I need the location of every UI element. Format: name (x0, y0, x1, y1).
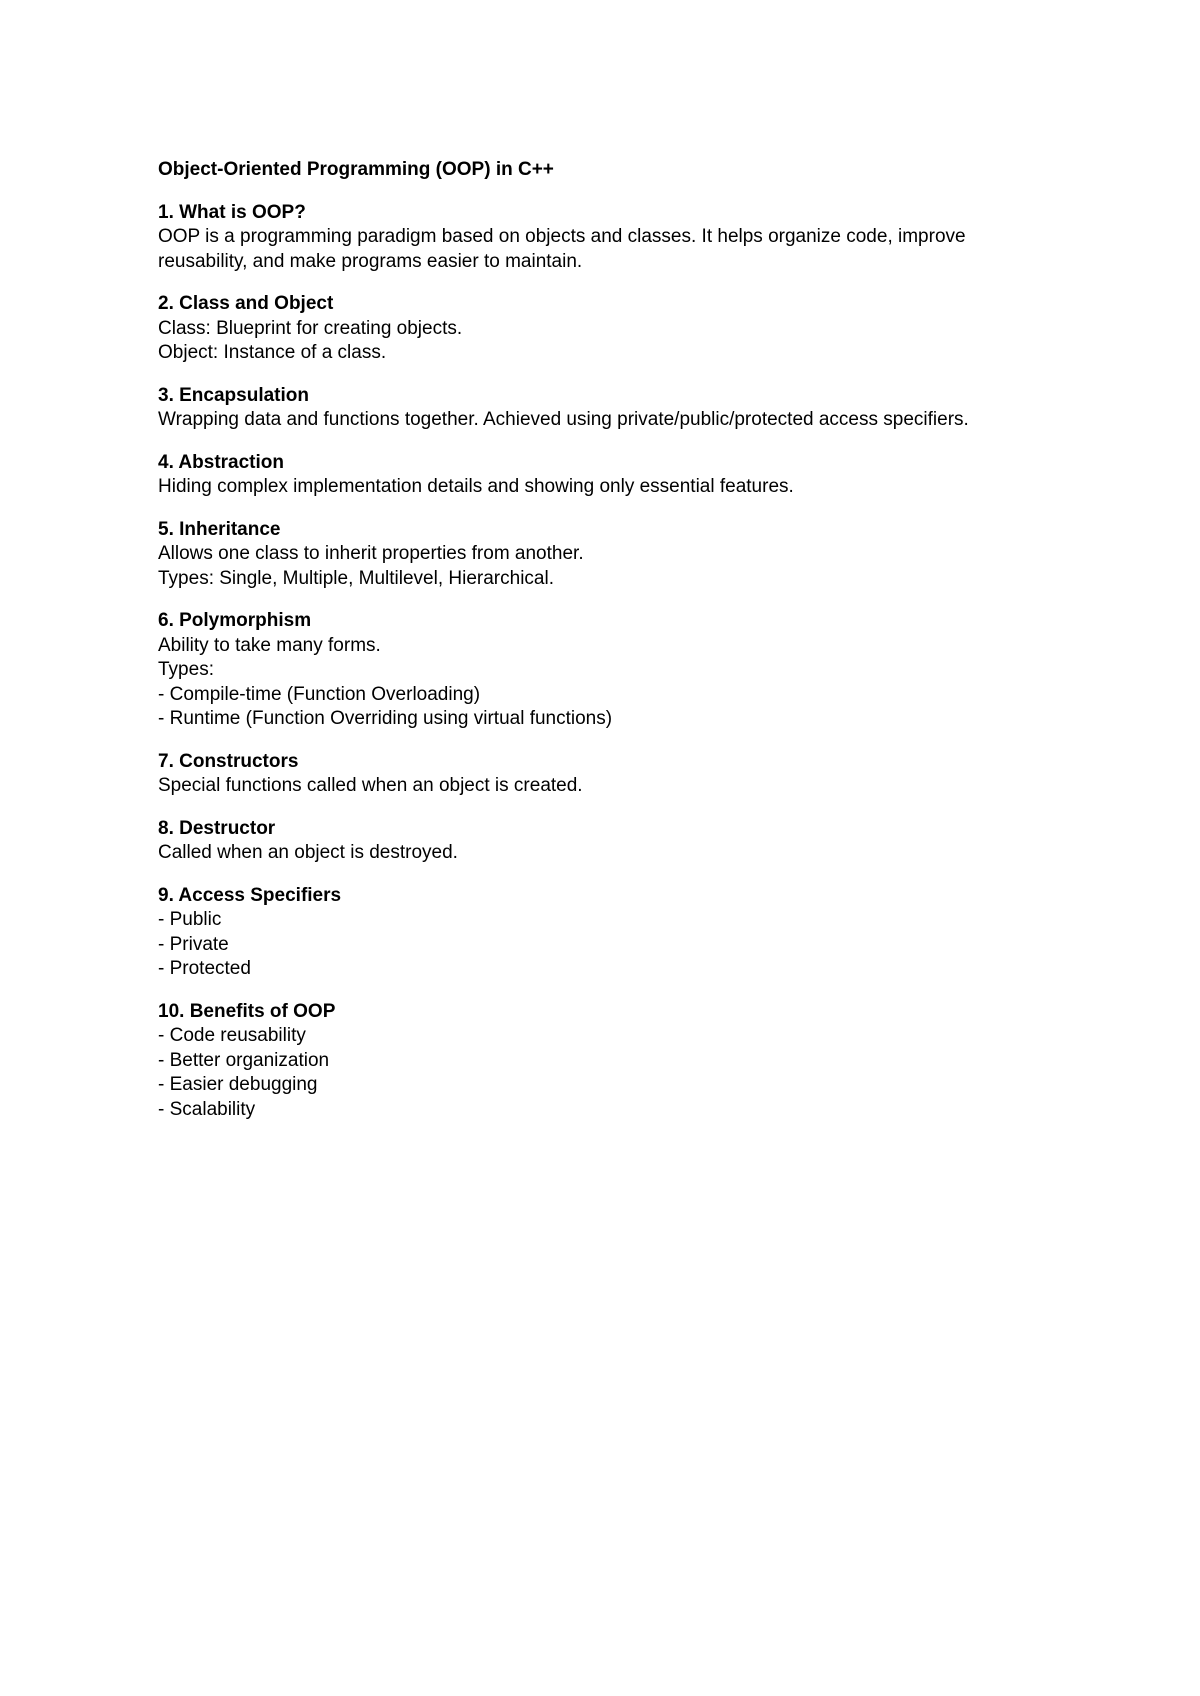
section-line: Types: Single, Multiple, Multilevel, Hierarchical. (158, 567, 554, 589)
section-what-is-oop (158, 201, 1058, 275)
section-line: - Code reusability (158, 1025, 306, 1046)
section-encapsulation (158, 384, 1058, 433)
document-title: Object-Oriented Programming (OOP) in C++ (158, 159, 554, 180)
section-heading: 8. Destructor (158, 817, 276, 839)
section-inheritance (158, 518, 1058, 592)
section-line: Called when an object is destroyed. (158, 842, 458, 863)
section-heading: 1. What is OOP? (158, 201, 306, 223)
section-line: OOP is a programming paradigm based on objects and classes. It helps organize code, improve (158, 226, 966, 247)
section-line: - Private (158, 933, 229, 955)
section-line: - Easier debugging (158, 1074, 318, 1095)
section-line: Special functions called when an object is created. (158, 775, 583, 796)
section-heading: 6. Polymorphism (158, 610, 312, 631)
section-line: - Scalability (158, 1098, 256, 1120)
section-line: - Compile-time (Function Overloading) (158, 683, 481, 705)
section-destructor (158, 817, 1058, 866)
section-constructors (158, 750, 1058, 799)
section-polymorphism (158, 609, 1058, 732)
section-line: Class: Blueprint for creating objects. (158, 317, 463, 339)
section-heading: 9. Access Specifiers (158, 884, 342, 906)
section-line: Wrapping data and functions together. Achieved using private/public/protected access specifiers. (158, 409, 969, 430)
section-line: - Better organization (158, 1049, 330, 1071)
section-heading: 10. Benefits of OOP (158, 1000, 336, 1022)
section-access-specifiers (158, 884, 1058, 982)
section-heading: 4. Abstraction (158, 451, 284, 473)
section-class-and-object (158, 292, 1058, 366)
section-heading: 5. Inheritance (158, 518, 281, 540)
section-benefits-of-oop (158, 1000, 1058, 1123)
section-line: Allows one class to inherit properties from another. (158, 543, 584, 564)
section-line: - Runtime (Function Overriding using virtual functions) (158, 708, 613, 729)
section-heading: 2. Class and Object (158, 293, 334, 314)
section-abstraction (158, 451, 1058, 500)
section-heading: 7. Constructors (158, 750, 299, 772)
section-line: Ability to take many forms. (158, 634, 381, 656)
document-body (158, 158, 1058, 1122)
section-line: reusability, and make programs easier to maintain. (158, 250, 583, 272)
section-heading: 3. Encapsulation (158, 384, 309, 406)
section-line: Hiding complex implementation details and showing only essential features. (158, 476, 794, 497)
section-line: - Protected (158, 958, 251, 979)
section-line: Types: (158, 659, 214, 680)
section-line: Object: Instance of a class. (158, 342, 387, 363)
section-line: - Public (158, 909, 222, 930)
